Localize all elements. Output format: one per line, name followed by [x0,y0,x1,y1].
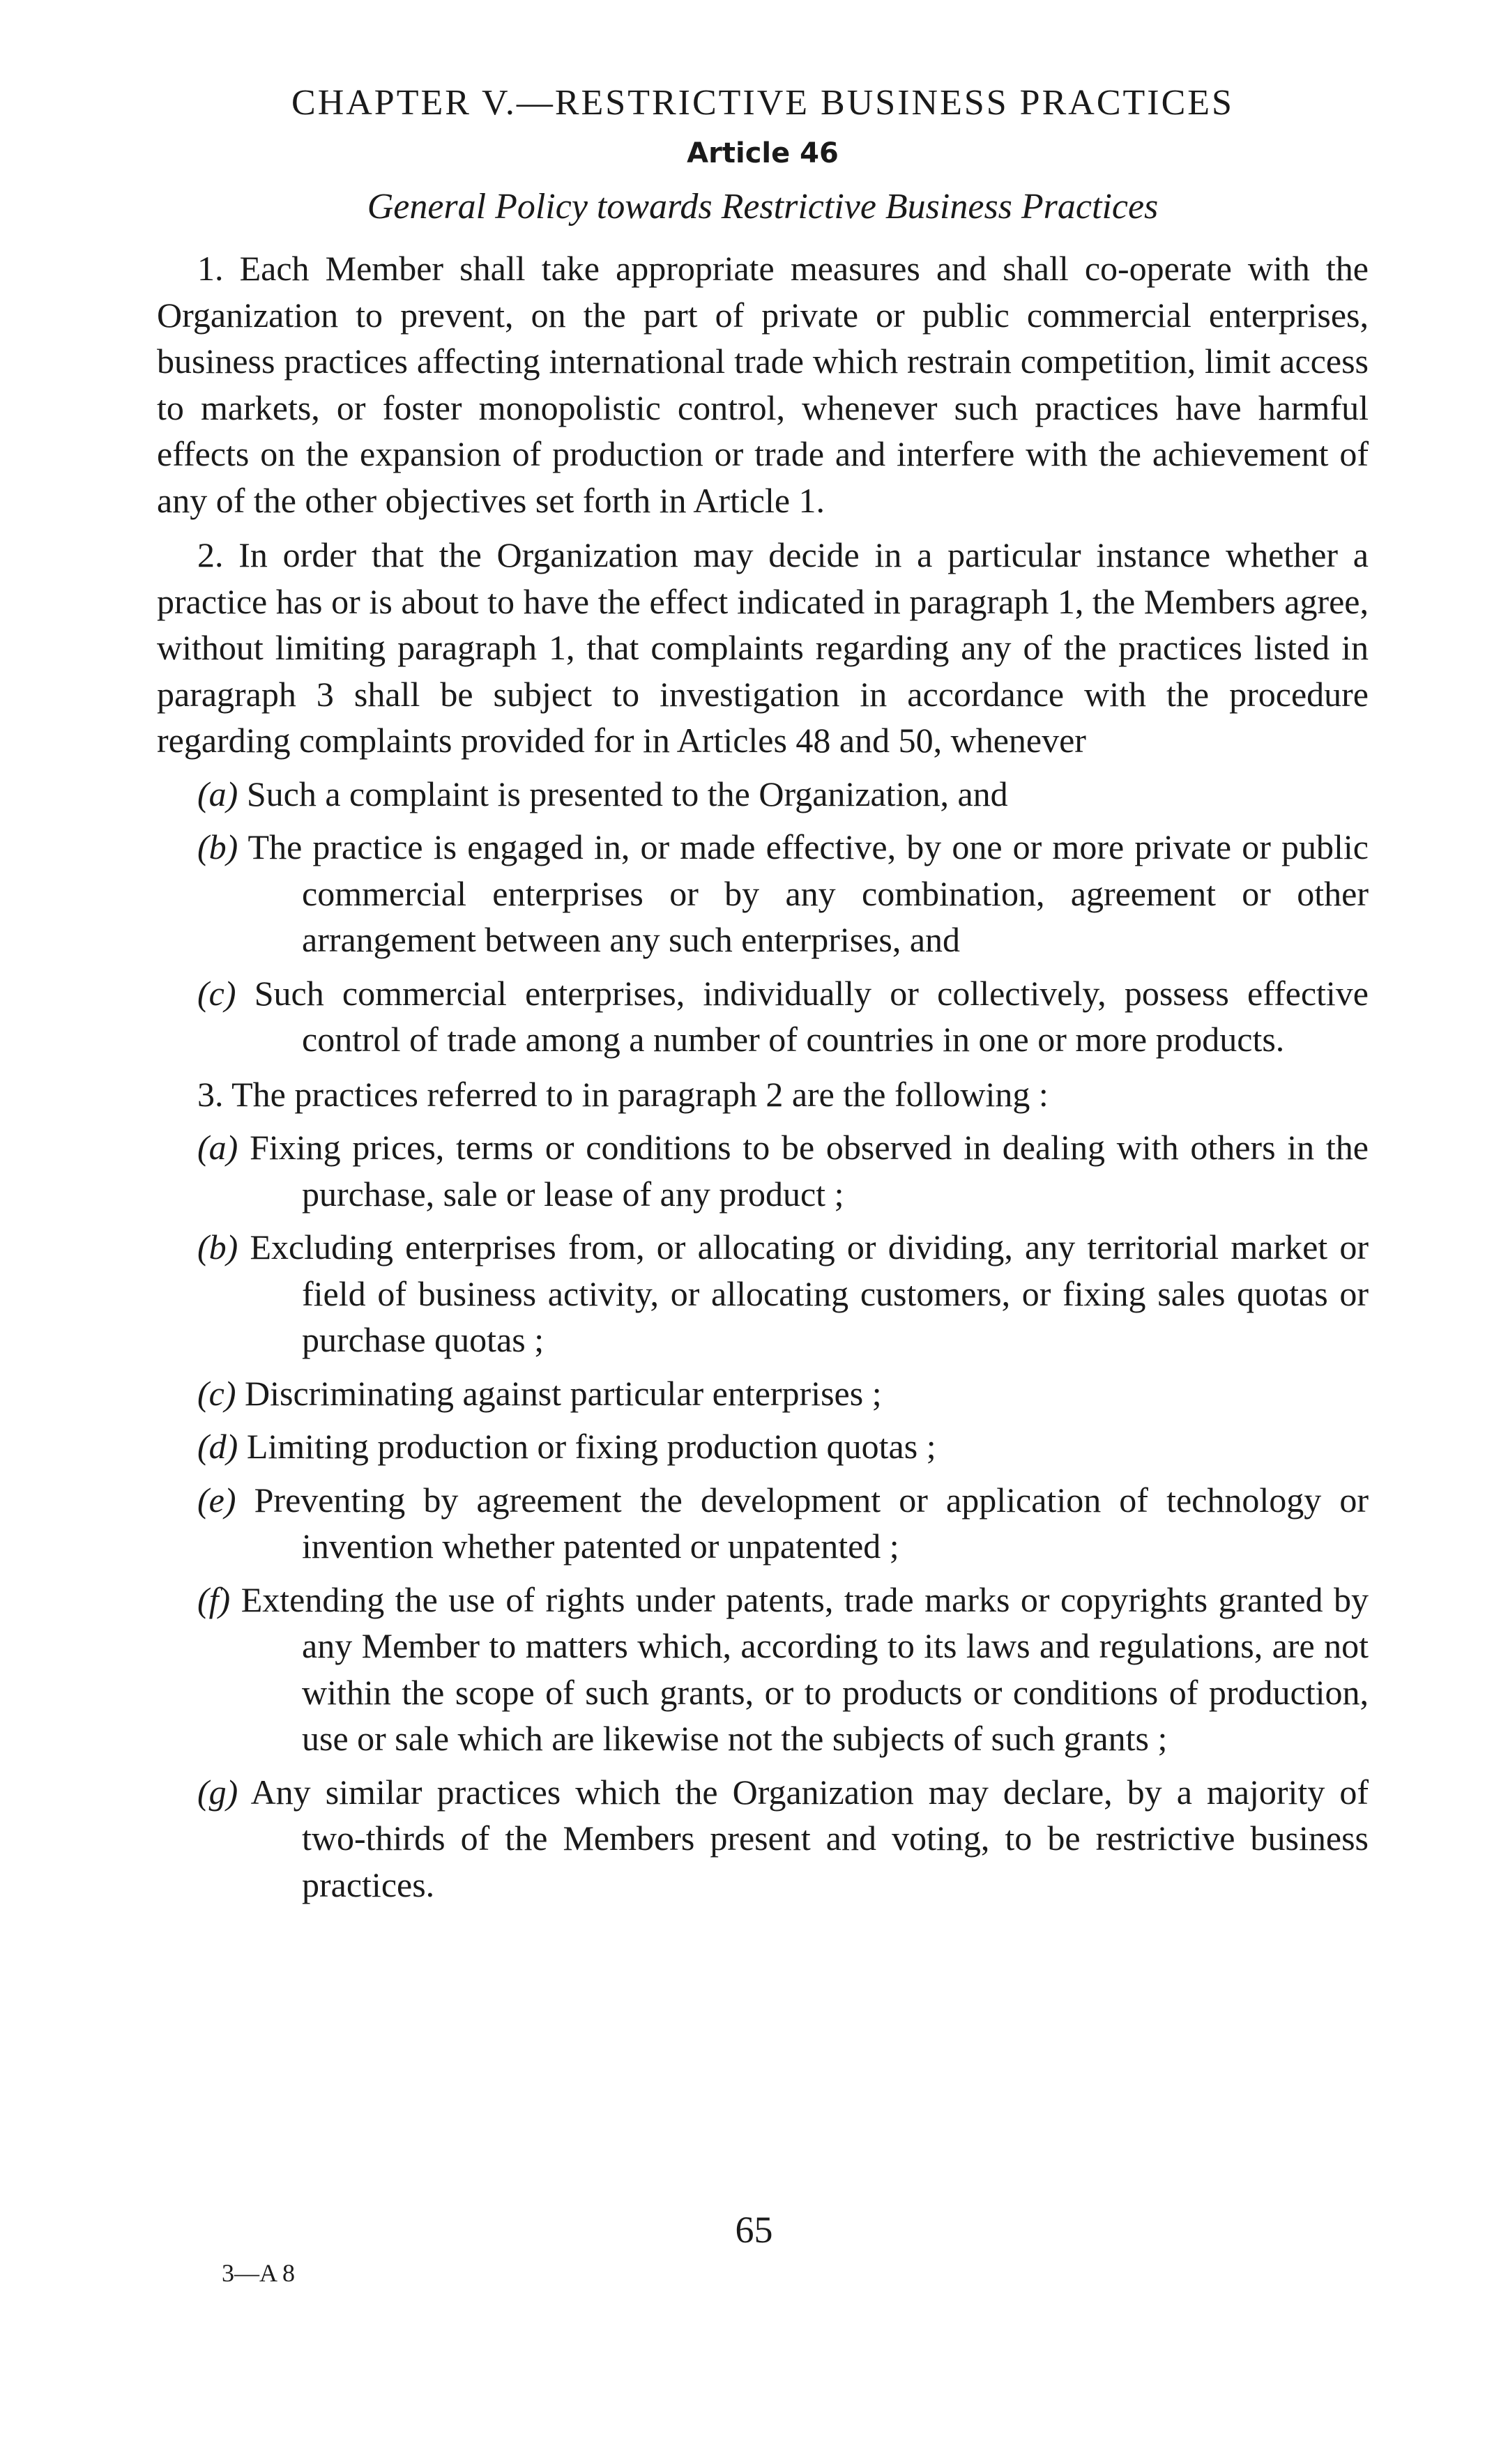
list-item [157,1477,1369,1570]
list-item-text: Excluding enterprises from, or allocating or dividing, any territorial market or field of business activity, or allocating customers, or fixing sales quotas or purchase quotas ; [250,1227,1369,1359]
chapter-heading: CHAPTER V.—RESTRICTIVE BUSINESS PRACTICES [291,83,1234,123]
list-item [157,1370,1369,1417]
paragraph-2: 2. In order that the Organization may decide in a particular instance whether a practice has or is about to have the effect indicated in paragraph 1, the Members agree, without limiting paragraph 1, that complaints regarding any of the practices listed in paragraph 3 shall be subject to investigation in accordance with the procedure regarding complaints provided for in Articles 48 and 50, whenever [157,535,1369,760]
list-item [157,1577,1369,1762]
page-number: 65 [735,2209,773,2251]
list-item-text: Fixing prices, terms or conditions to be observed in dealing with others in the purchase, sale or lease of any product ; [250,1128,1369,1214]
printer-signature-mark: 3—A 8 [222,2259,296,2287]
list-item [157,1124,1369,1217]
list-item-text: Limiting production or fixing production quotas ; [246,1427,936,1466]
list-item-text: The practice is engaged in, or made effective, by one or more private or public commercial enterprises or by any combination, agreement or other arrangement between any such enterprises, and [247,827,1369,959]
document-page [157,77,1369,1908]
list-item-text: Preventing by agreement the development or application of technology or invention whether patented or unpatented ; [254,1480,1369,1566]
list-item-label: (e) [197,1480,236,1520]
list-item-text: Discriminating against particular enterprises ; [245,1373,882,1413]
list-item-text: Any similar practices which the Organization may declare, by a majority of two-thirds of the Members present and voting, to be restrictive business practices. [250,1772,1369,1904]
list-item-text: Such commercial enterprises, individually or collectively, possess effective control of trade among a number of countries in one or more products. [254,973,1369,1059]
list-item-label: (c) [197,1373,236,1413]
list-item-label: (d) [197,1427,238,1466]
paragraph-3: 3. The practices referred to in paragraph 2 are the following : [197,1074,1049,1114]
list-item [157,970,1369,1063]
list-item-label: (b) [197,1227,238,1267]
paragraph-1: 1. Each Member shall take appropriate measures and shall co-operate with the Organization to prevent, on the part of private or public commercial enterprises, business practices affecting international trade which restrain competition, limit access to markets, or foster monopolistic control, whenever such practices have harmful effects on the expansion of production or trade and interfere with the achievement of any of the other objectives set forth in Article 1. [157,249,1369,520]
list-item-label: (c) [197,973,236,1013]
list-item [157,1423,1369,1470]
list-item-label: (f) [197,1579,231,1619]
article-heading: Article 46 [687,137,839,169]
list-item-label: (a) [197,1128,238,1167]
list-item [157,771,1369,818]
list-item-label: (g) [197,1772,238,1812]
list-item [157,1769,1369,1908]
list-item-text: Extending the use of rights under patents, trade marks or copyrights granted by any Member to matters which, according to its laws and regulations, are not within the scope of such grants, or to products or conditions of production, use or sale which are likewise not the subjects of such grants ; [241,1579,1369,1758]
list-item-label: (a) [197,774,238,813]
article-subtitle: General Policy towards Restrictive Business Practices [367,187,1159,227]
list-item-label: (b) [197,827,238,866]
list-item [157,1224,1369,1363]
list-item-text: Such a complaint is presented to the Organization, and [246,774,1008,813]
list-item [157,824,1369,963]
